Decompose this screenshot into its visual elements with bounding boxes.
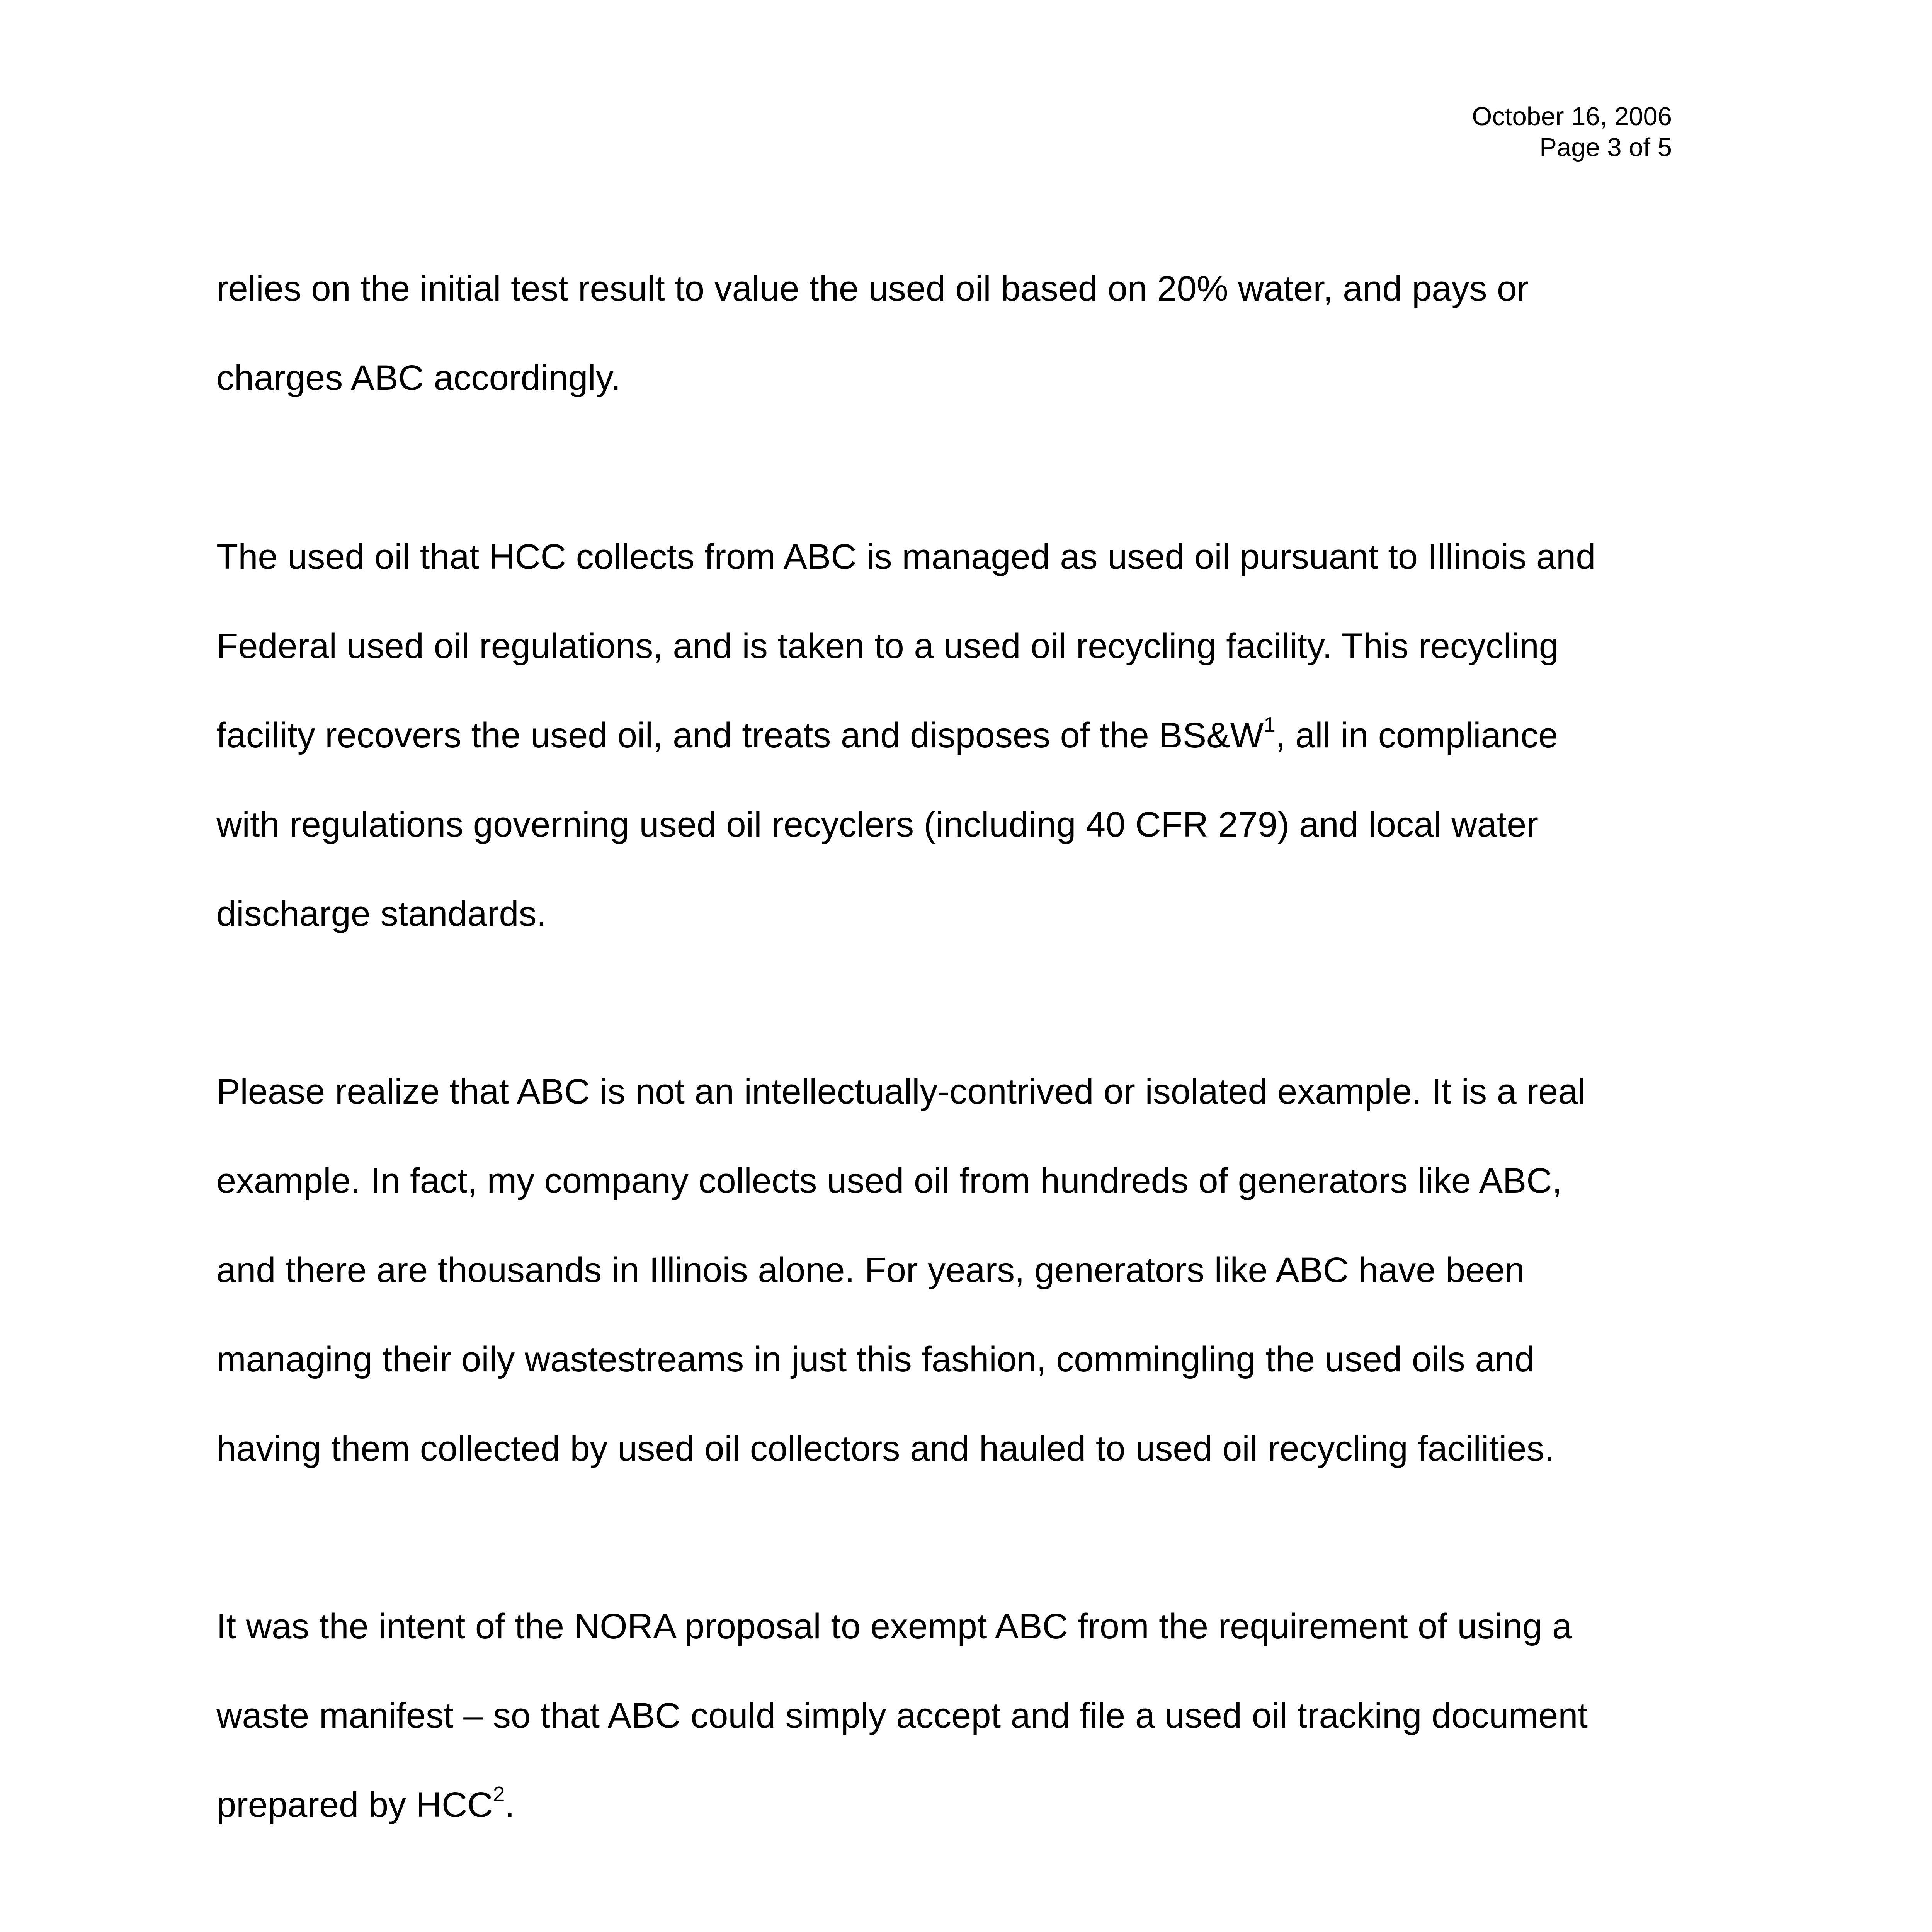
line-text: , all in compliance	[1275, 716, 1558, 755]
paragraph-4	[216, 1582, 1770, 1850]
paragraph-line: Federal used oil regulations, and is taken to a used oil recycling facility. This recycling	[216, 626, 1559, 666]
paragraph-line: relies on the initial test result to value the used oil based on 20% water, and pays or	[216, 269, 1529, 308]
paragraph-line: example. In fact, my company collects used oil from hundreds of generators like ABC,	[216, 1161, 1562, 1201]
page-header	[1472, 101, 1672, 163]
paragraph-3	[216, 1047, 1770, 1493]
paragraph-line: The used oil that HCC collects from ABC is managed as used oil pursuant to Illinois and	[216, 537, 1596, 577]
paragraph-line: Please realize that ABC is not an intellectually-contrived or isolated example. It is a real	[216, 1072, 1586, 1111]
paragraph-line: with regulations governing used oil recyclers (including 40 CFR 279) and local water	[216, 805, 1539, 844]
paragraph-line: having them collected by used oil collectors and hauled to used oil recycling facilities.	[216, 1429, 1554, 1468]
paragraph-1	[216, 244, 1770, 423]
paragraph-line: waste manifest – so that ABC could simply accept and file a used oil tracking document	[216, 1696, 1588, 1735]
header-date: October 16, 2006	[1472, 102, 1672, 131]
paragraph-line: managing their oily wastestreams in just this fashion, commingling the used oils and	[216, 1340, 1534, 1379]
line-text: .	[505, 1785, 515, 1825]
line-text: prepared by HCC	[216, 1785, 493, 1825]
paragraph-line	[216, 1760, 1770, 1850]
paragraph-line: It was the intent of the NORA proposal to exempt ABC from the requirement of using a	[216, 1607, 1572, 1646]
footnote-ref-2[interactable]: 2	[493, 1782, 505, 1806]
paragraph-line: and there are thousands in Illinois alone. For years, generators like ABC have been	[216, 1250, 1525, 1290]
footnote-ref-1[interactable]: 1	[1264, 713, 1276, 737]
line-text: facility recovers the used oil, and treats and disposes of the BS&W	[216, 716, 1264, 755]
paragraph-line: discharge standards.	[216, 894, 547, 934]
paragraph-line	[216, 691, 1770, 780]
header-page-number: Page 3 of 5	[1539, 133, 1672, 162]
paragraph-line: charges ABC accordingly.	[216, 358, 621, 398]
paragraph-2	[216, 512, 1770, 959]
